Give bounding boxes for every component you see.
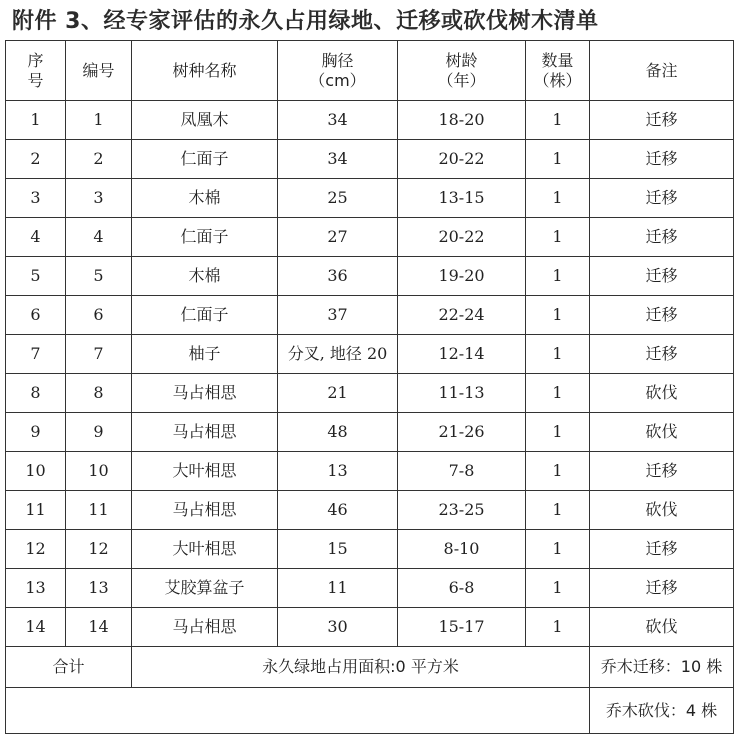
cell-species: 马占相思 [132, 413, 278, 452]
cell-remark: 迁移 [590, 101, 734, 140]
cell-remark: 砍伐 [590, 413, 734, 452]
cell-qty: 1 [526, 257, 590, 296]
cell-age: 23-25 [398, 491, 526, 530]
cell-qty: 1 [526, 569, 590, 608]
header-dbh-line2: （cm） [309, 70, 366, 90]
cell-species: 木棉 [132, 257, 278, 296]
cell-remark: 迁移 [590, 569, 734, 608]
cell-qty: 1 [526, 374, 590, 413]
summary-label: 合计 [6, 647, 132, 688]
cell-dbh: 27 [278, 218, 398, 257]
cell-seq: 8 [6, 374, 66, 413]
cell-code: 13 [66, 569, 132, 608]
cell-remark: 迁移 [590, 335, 734, 374]
cell-qty: 1 [526, 101, 590, 140]
cell-species: 马占相思 [132, 374, 278, 413]
cell-species: 大叶相思 [132, 530, 278, 569]
header-age-line1: 树龄 [445, 50, 478, 70]
cell-age: 6-8 [398, 569, 526, 608]
cell-species: 艾胶算盆子 [132, 569, 278, 608]
cell-code: 12 [66, 530, 132, 569]
cell-dbh: 21 [278, 374, 398, 413]
cell-dbh: 分叉, 地径 20 [278, 335, 398, 374]
cell-seq: 6 [6, 296, 66, 335]
cell-dbh: 46 [278, 491, 398, 530]
table-row [6, 179, 734, 218]
cell-remark: 迁移 [590, 452, 734, 491]
cell-qty: 1 [526, 335, 590, 374]
cell-age: 22-24 [398, 296, 526, 335]
cell-seq: 12 [6, 530, 66, 569]
cell-dbh: 34 [278, 140, 398, 179]
header-species-label: 树种名称 [172, 60, 237, 80]
cell-qty: 1 [526, 179, 590, 218]
cell-age: 12-14 [398, 335, 526, 374]
summary-row [6, 647, 734, 688]
header-remark-label: 备注 [645, 60, 678, 80]
table-row [6, 374, 734, 413]
cell-code: 1 [66, 101, 132, 140]
cell-code: 5 [66, 257, 132, 296]
cell-species: 大叶相思 [132, 452, 278, 491]
header-seq [6, 41, 66, 101]
table-header-row [6, 41, 734, 101]
cell-code: 9 [66, 413, 132, 452]
cell-seq: 9 [6, 413, 66, 452]
cell-qty: 1 [526, 530, 590, 569]
cell-dbh: 25 [278, 179, 398, 218]
cell-seq: 4 [6, 218, 66, 257]
cell-seq: 7 [6, 335, 66, 374]
cell-dbh: 34 [278, 101, 398, 140]
header-seq-line2: 号 [27, 70, 44, 90]
table-row [6, 140, 734, 179]
cell-remark: 迁移 [590, 140, 734, 179]
header-remark [590, 41, 734, 101]
cell-code: 4 [66, 218, 132, 257]
header-age-line2: （年） [437, 70, 486, 90]
table-row [6, 335, 734, 374]
cell-species: 木棉 [132, 179, 278, 218]
table-row [6, 452, 734, 491]
cell-code: 11 [66, 491, 132, 530]
cell-seq: 3 [6, 179, 66, 218]
cell-seq: 11 [6, 491, 66, 530]
cell-age: 7-8 [398, 452, 526, 491]
cell-dbh: 37 [278, 296, 398, 335]
cell-age: 15-17 [398, 608, 526, 647]
header-code-label: 编号 [82, 60, 115, 80]
table-row [6, 257, 734, 296]
summary-row-2 [6, 688, 734, 734]
cell-remark: 砍伐 [590, 491, 734, 530]
cell-age: 8-10 [398, 530, 526, 569]
tree-list-table [5, 40, 734, 734]
cell-seq: 2 [6, 140, 66, 179]
cell-qty: 1 [526, 491, 590, 530]
table-row [6, 491, 734, 530]
cell-seq: 13 [6, 569, 66, 608]
cell-dbh: 15 [278, 530, 398, 569]
cell-remark: 迁移 [590, 179, 734, 218]
cell-code: 14 [66, 608, 132, 647]
cell-qty: 1 [526, 452, 590, 491]
table-row [6, 608, 734, 647]
cell-qty: 1 [526, 140, 590, 179]
header-dbh [278, 41, 398, 101]
table-row [6, 569, 734, 608]
table-row [6, 530, 734, 569]
cell-age: 21-26 [398, 413, 526, 452]
cell-age: 20-22 [398, 140, 526, 179]
cell-code: 3 [66, 179, 132, 218]
cell-seq: 5 [6, 257, 66, 296]
header-qty [526, 41, 590, 101]
cell-dbh: 48 [278, 413, 398, 452]
cell-remark: 迁移 [590, 257, 734, 296]
cell-dbh: 30 [278, 608, 398, 647]
cell-remark: 迁移 [590, 296, 734, 335]
cell-age: 18-20 [398, 101, 526, 140]
cell-seq: 10 [6, 452, 66, 491]
table-row [6, 413, 734, 452]
header-qty-line2: （株） [533, 70, 582, 90]
cell-code: 6 [66, 296, 132, 335]
cell-qty: 1 [526, 608, 590, 647]
cell-seq: 1 [6, 101, 66, 140]
cell-species: 仁面子 [132, 140, 278, 179]
cell-dbh: 36 [278, 257, 398, 296]
cell-species: 仁面子 [132, 296, 278, 335]
header-dbh-line1: 胸径 [321, 50, 354, 70]
document-title: 附件 3、经专家评估的永久占用绿地、迁移或砍伐树木清单 [12, 9, 599, 34]
summary-blank-cell [6, 688, 590, 734]
table-row [6, 101, 734, 140]
cell-species: 马占相思 [132, 608, 278, 647]
summary-felled: 乔木砍伐：4 株 [590, 688, 734, 734]
header-species [132, 41, 278, 101]
cell-remark: 迁移 [590, 218, 734, 257]
cell-qty: 1 [526, 413, 590, 452]
cell-species: 马占相思 [132, 491, 278, 530]
cell-seq: 14 [6, 608, 66, 647]
cell-code: 10 [66, 452, 132, 491]
cell-code: 8 [66, 374, 132, 413]
cell-qty: 1 [526, 296, 590, 335]
summary-area: 永久绿地占用面积:0 平方米 [132, 647, 590, 688]
cell-age: 11-13 [398, 374, 526, 413]
header-qty-line1: 数量 [541, 50, 574, 70]
cell-remark: 砍伐 [590, 608, 734, 647]
header-code [66, 41, 132, 101]
table-row [6, 296, 734, 335]
cell-qty: 1 [526, 218, 590, 257]
cell-remark: 迁移 [590, 530, 734, 569]
header-seq-line1: 序 [27, 50, 44, 70]
table-row [6, 218, 734, 257]
cell-age: 19-20 [398, 257, 526, 296]
cell-species: 凤凰木 [132, 101, 278, 140]
cell-species: 柚子 [132, 335, 278, 374]
cell-dbh: 11 [278, 569, 398, 608]
summary-transplant: 乔木迁移：10 株 [590, 647, 734, 688]
table-body [6, 41, 734, 734]
cell-code: 2 [66, 140, 132, 179]
cell-species: 仁面子 [132, 218, 278, 257]
cell-age: 13-15 [398, 179, 526, 218]
cell-remark: 砍伐 [590, 374, 734, 413]
cell-dbh: 13 [278, 452, 398, 491]
cell-age: 20-22 [398, 218, 526, 257]
header-age [398, 41, 526, 101]
cell-code: 7 [66, 335, 132, 374]
